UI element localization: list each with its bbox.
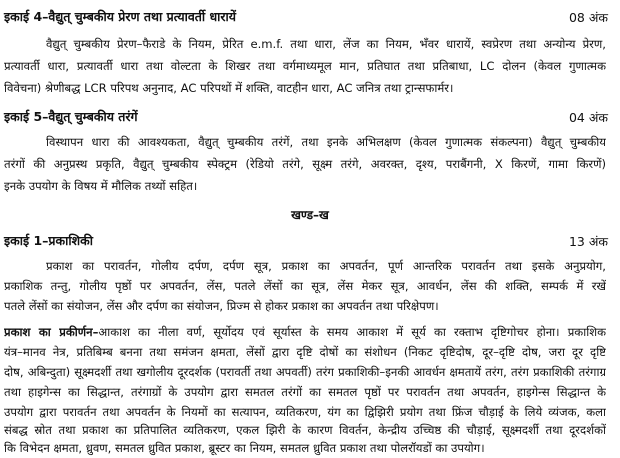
unit-1-heading: इकाई 1–प्रकाशिकी	[4, 233, 93, 248]
unit-4-heading: इकाई 4–वैद्युत् चुम्बकीय प्रेरण तथा प्रत्यावर्ती धारायें	[4, 9, 237, 24]
optics-para-line-1: यंत्र–मानव नेत्र, प्रतिबिम्ब बनना तथा समंजन क्षमता, लेंसों द्वारा दृष्टि दोषों का संशोधन (निकट दृष्टिदोष, दूर–दृष्टि दोष, जरा दूर दृष्टि	[4, 345, 606, 359]
unit-1-line-3: पतले लेंसों का संयोजन, लेंस और दर्पण का संयोजन, प्रिज्म से होकर प्रकाश का अपवर्तन तथा परिक्षेपण।	[4, 299, 439, 313]
unit-1-marks: 13 अंक	[568, 234, 608, 249]
scattering-first-line	[4, 322, 606, 342]
unit-5-heading: इकाई 5–वैद्युत् चुम्बकीय तरंगें	[4, 109, 138, 124]
optics-para-line-4: उपयोग द्वारा परावर्तन तथा अपवर्तन के नियमों का सत्यापन, व्यतिकरण, यंग का द्विझिरी प्रयोग तथा फ्रिंज चौड़ाई के लिये व्यंजक, कला	[4, 405, 606, 419]
unit-5-line-1: विस्थापन धारा की आवश्यकता, वैद्युत् चुम्बकीय तरंगें, तथा इनके अभिलक्षण (केवल गुणात्मक संकल्पना) वैद्युत् चुम्बकीय	[46, 135, 606, 149]
section-title: खण्ड–ख	[291, 208, 329, 222]
unit-4-line-1: वैद्युत् चुम्बकीय प्रेरण–फैराडे के नियम, प्रेरित e.m.f. तथा धारा, लेंज का नियम, भँवर धारायें, स्वप्रेरण तथा अन्योन्य प्रेरण,	[46, 37, 606, 51]
unit-4-line-3: विवेचना) श्रेणीबद्ध LCR परिपथ अनुनाद, AC परिपथों में शक्ति, वाटहीन धारा, AC जनित्र तथा ट्रान्सफार्मर।	[4, 81, 454, 95]
unit-5-marks: 04 अंक	[568, 110, 608, 125]
unit-1-line-1: प्रकाश का परावर्तन, गोलीय दर्पण, दर्पण सूत्र, प्रकाश का अपवर्तन, पूर्ण आन्तरिक परावर्तन तथा इसके अनुप्रयोग,	[46, 259, 606, 273]
scattering-first-text: आकाश का नीला वर्ण, सूर्योदय एवं सूर्यास्त के समय आकाश में सूर्य का रक्ताभ दृष्टिगोचर होना। प्रकाशिक	[98, 325, 606, 339]
optics-para-line-3: तथा हाइगेन्स का सिद्धान्त, तरंगाग्रों के उपयोग द्वारा समतल तरंगों का समतल पृष्ठों पर परावर्तन तथा अपवर्तन, हाइगेन्स सिद्धान्त के	[4, 385, 606, 399]
unit-1-line-2: प्रकाशिक तन्तु, गोलीय पृष्ठों पर अपवर्तन, लेंस, पतले लेंसों का सूत्र, लेंस मेकर सूत्र, आवर्धन, लेंस की शक्ति, सम्पर्क में रखें	[4, 279, 606, 293]
unit-5-line-2: तरंगों की अनुप्रस्थ प्रकृति, वैद्युत् चुम्बकीय स्पेक्ट्रम (रेडियो तरंगे, सूक्ष्म तरंगे, अवरक्त, दृश्य, पराबैंगनी, X किरणें, गामा किरणें)	[4, 157, 606, 171]
optics-para-line-2: दोष, अबिन्दुता) सूक्ष्मदर्शी तथा खगोलीय दूरदर्शक (परावर्ती तथा अपवर्ती) तरंग प्रकाशिकी–इनकी आवर्धन क्षमतायें तरंग, तरंग प्रकाशिकी तरंगाग्र	[4, 365, 606, 379]
scattering-label: प्रकाश का प्रकीर्णन–	[4, 325, 99, 339]
unit-4-line-2: प्रत्यावर्ती धारा, प्रत्यावर्ती धारा तथा वोल्टता के शिखर तथा वर्गमाध्यमूल मान, प्रतिघात तथा प्रतिबाधा, LC दोलन (केवल गुणात्मक	[4, 59, 606, 73]
optics-para-line-6: कि विभेदन क्षमता, ध्रुवण, समतल ध्रुवित प्रकाश, ब्रूस्टर का नियम, समतल ध्रुवित प्रकाश तथा पोलरॉयडों का उपयोग।	[4, 441, 485, 455]
unit-4-marks: 08 अंक	[568, 10, 608, 25]
optics-para-line-5: संबद्ध स्रोत तथा प्रकाश का प्रतिपालित व्यतिकरण, एकल झिरी के कारण विवर्तन, केन्द्रीय उच्चिष्ठ की चौड़ाई, सूक्ष्मदर्शी तथा दूरदर्शकों	[4, 423, 606, 437]
unit-5-line-3: इनके उपयोग के विषय में मौलिक तथ्यों सहित।	[4, 179, 198, 193]
